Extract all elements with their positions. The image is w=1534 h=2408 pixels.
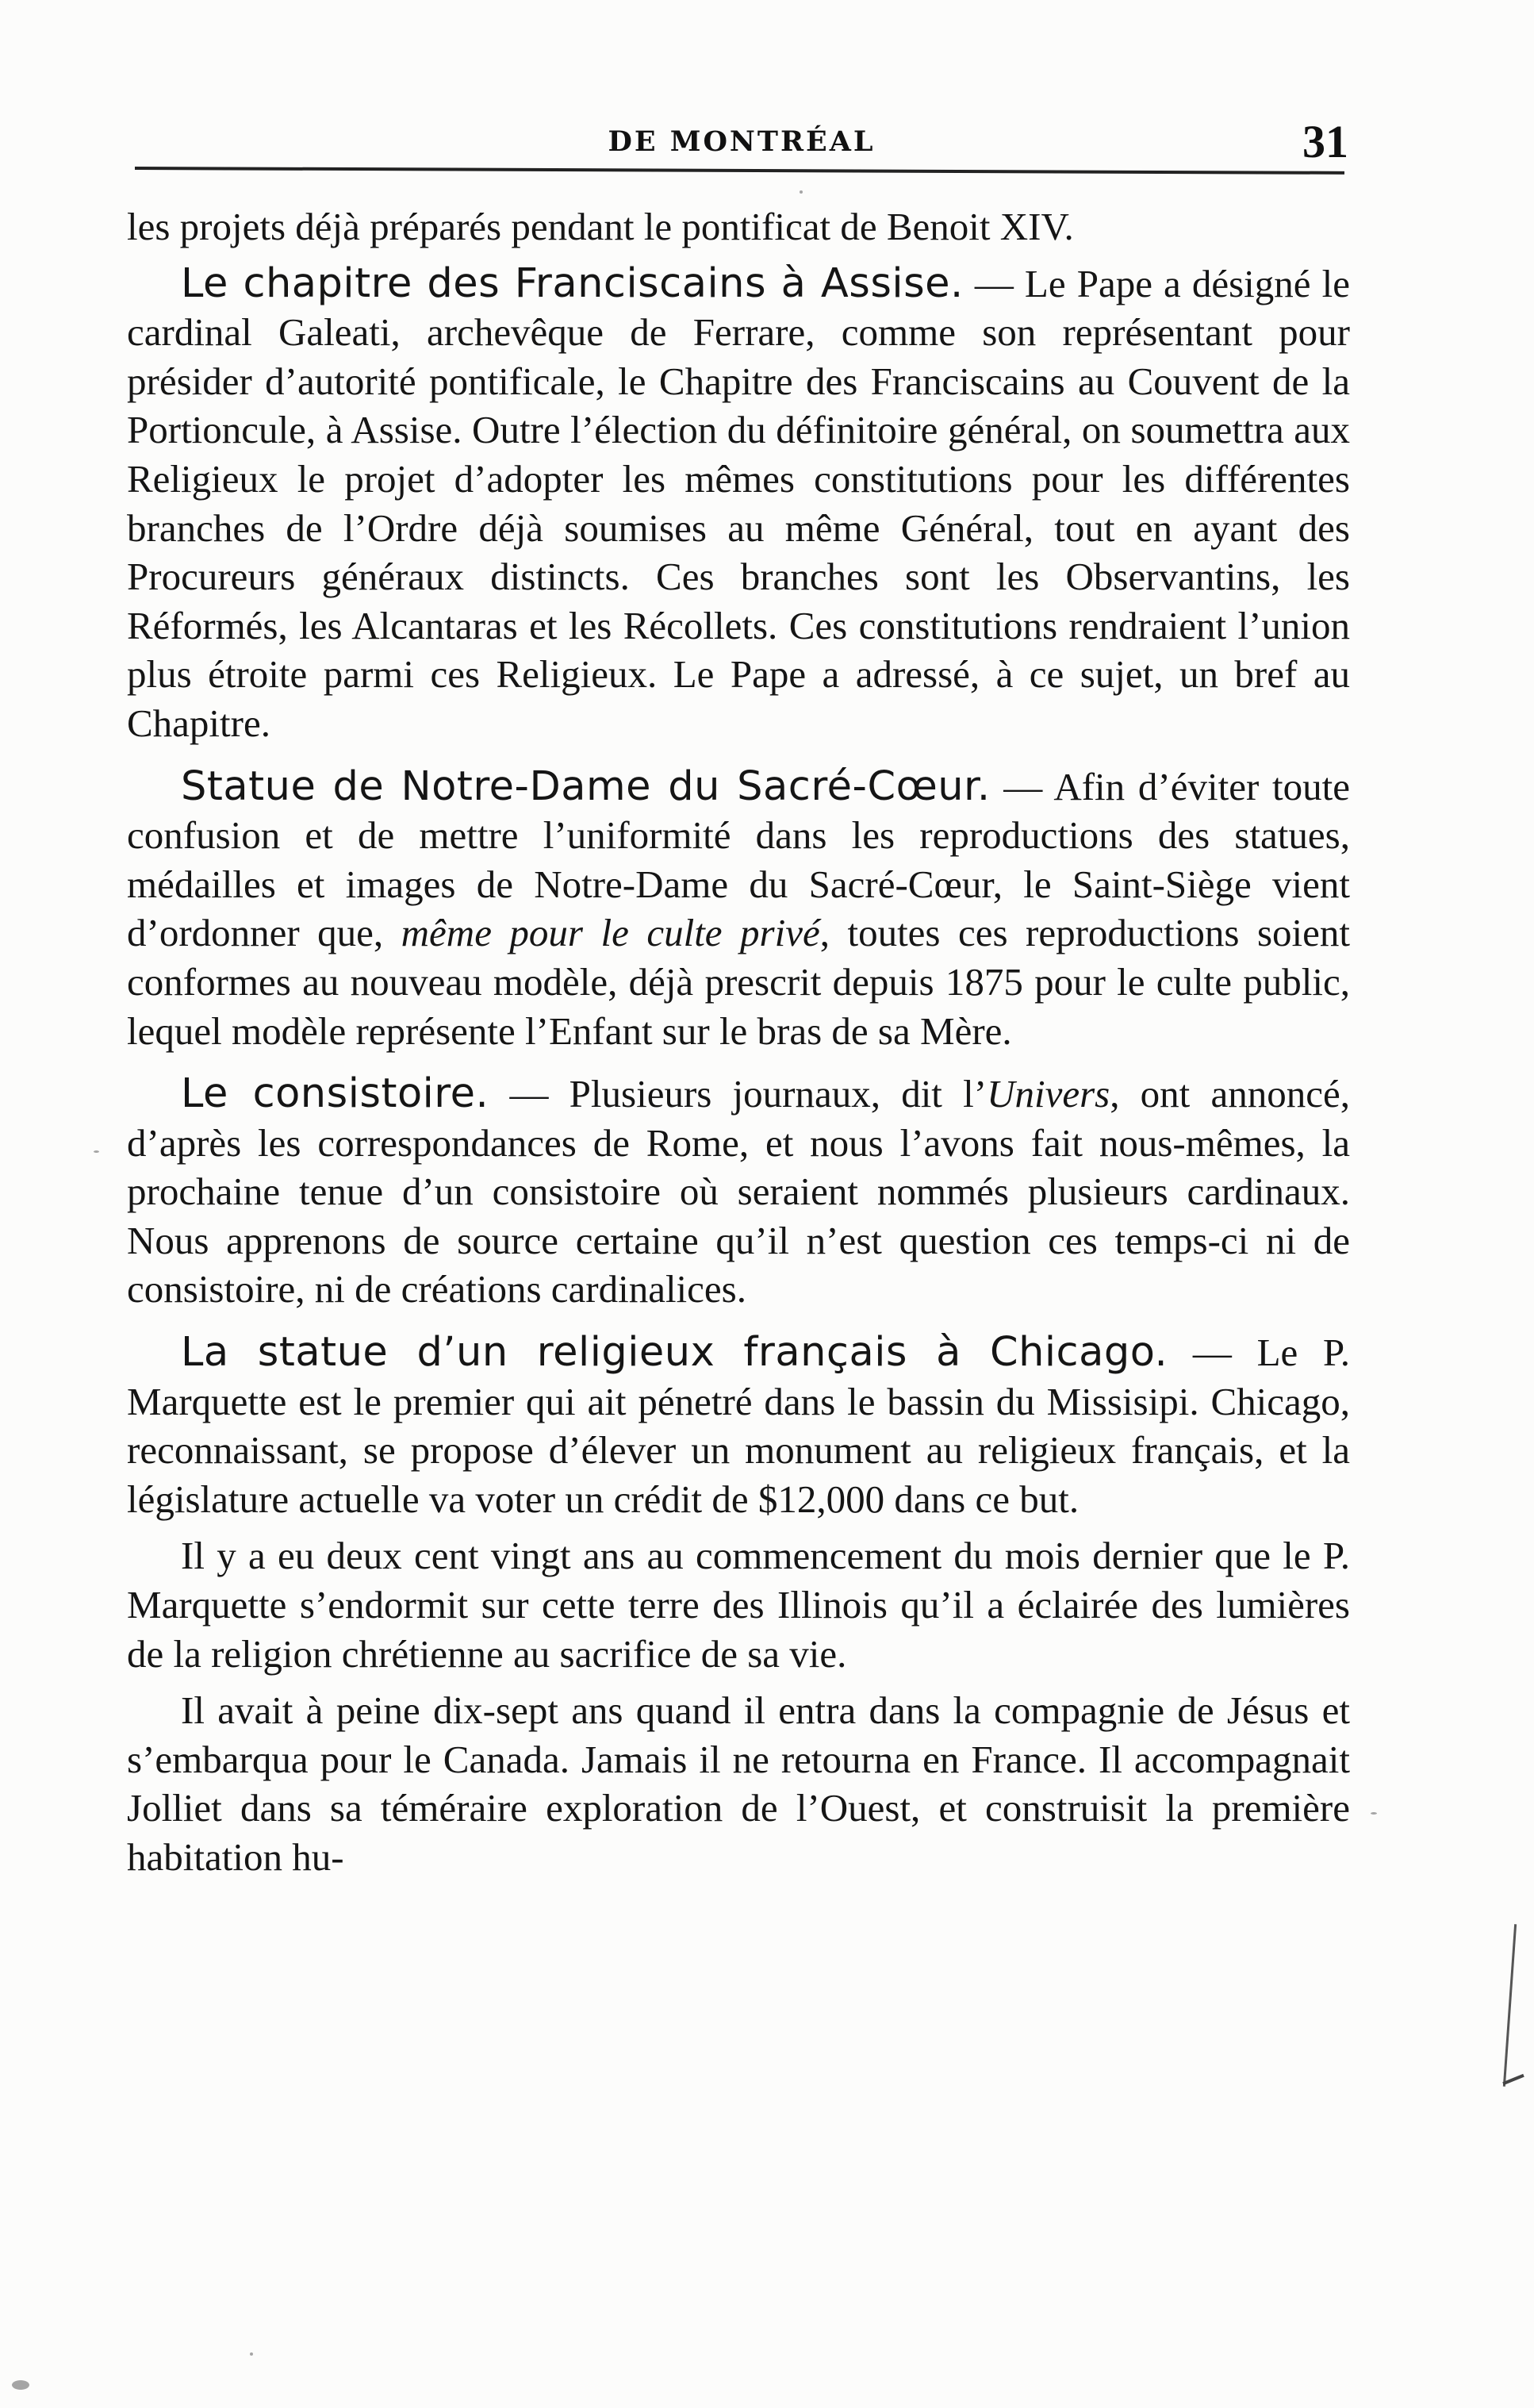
marquette-anniversary-paragraph <box>127 1531 1350 1678</box>
paragraph-heading: Le chapitre des Franciscains à Assise. <box>181 259 964 307</box>
paragraph-text: Il avait à peine dix-sept ans quand il entra dans la compagnie de Jésus et s’embarqua pour le Canada. Jamais il ne retourna en France. Il accompagnait Jolliet dans sa téméraire exploration de l’Ouest, et construisit la première habitation hu- <box>127 1688 1350 1879</box>
paragraph-text: — Afin d’éviter toute confusion et de mettre l’uniformité dans les reproductions des statues, médailles et images de Notre-Dame du Sacré-Cœur, le Saint-Siège vient d’ordonner que, <box>127 764 1351 955</box>
emphasis-text: Univers <box>987 1072 1110 1116</box>
running-title: DE MONTRÉAL <box>608 125 876 158</box>
margin-scratch-mark <box>1502 1924 1517 2091</box>
print-speck <box>250 2352 253 2356</box>
paragraph-heading: Statue de Notre-Dame du Sacré-Cœur. <box>181 762 991 810</box>
consistory-paragraph <box>127 1070 1350 1314</box>
paragraph-heading: La statue d’un religieux français à Chicago. <box>181 1329 1168 1377</box>
franciscans-paragraph <box>127 259 1350 748</box>
paragraph-text: Il y a eu deux cent vingt ans au commencement du mois dernier que le P. Marquette s’endormit sur cette terre des Illinois qu’il a éclairée des lumières de la religion chrétienne au sacrifice de sa vie. <box>127 1534 1350 1676</box>
marquette-biography-paragraph <box>127 1686 1350 1881</box>
sacred-heart-paragraph <box>127 762 1350 1056</box>
paragraph-text: — Plusieurs journaux, dit l’ <box>489 1072 988 1116</box>
page-number: 31 <box>1302 116 1348 167</box>
paragraph-text: — Le P. Marquette est le premier qui ait pénetré dans le bassin du Missisipi. Chicago, reconnaissant, se propose d’élever un monument au religieux français, et la législature actuelle va voter un crédit de $12,000 dans ce but. <box>127 1331 1351 1521</box>
print-speck <box>94 1150 99 1153</box>
print-speck <box>12 2380 29 2390</box>
page-body <box>127 202 1350 1882</box>
paragraph-text: les projets déjà préparés pendant le pontificat de Benoit XIV. <box>127 205 1074 248</box>
emphasis-text: même pour le culte privé <box>401 911 820 955</box>
print-speck <box>1371 1812 1377 1815</box>
running-header <box>135 116 1348 175</box>
paragraph-text: , ont annoncé, d’après les correspondances de Rome, et nous l’avons fait nous-mêmes, la prochaine tenue d’un consistoire où seraient nommés plusieurs cardinaux. Nous apprenons de source certaine qu’il n’est question ces temps-ci ni de consistoire, ni de créations cardinalices. <box>127 1072 1350 1312</box>
paragraph-text: — Le Pape a désigné le cardinal Galeati, archevêque de Ferrare, comme son représentant pour présider d’autorité pontificale, le Chapitre des Franciscains au Couvent de la Portioncule, à Assise. Outre l’élection du définitoire général, on soumettra aux Religieux le projet d’adopter les mêmes constitutions pour les différentes branches de l’Ordre déjà soumises au même Général, tout en ayant des Procureurs généraux distincts. Ces branches sont les Observantins, les Réformés, les Alcantaras et les Récollets. Ces constitutions rendraient l’union plus étroite parmi ces Religieux. Le Pape a adressé, à ce sujet, un bref au Chapitre. <box>127 261 1350 745</box>
chicago-statue-paragraph <box>127 1328 1350 1523</box>
paragraph-text: , toutes ces reproductions soient conformes au nouveau modèle, déjà prescrit depuis 1875 pour le culte public, lequel modèle représente l’Enfant sur le bras de sa Mère. <box>127 911 1350 1053</box>
print-speck <box>800 190 803 194</box>
continued-paragraph <box>127 202 1350 252</box>
paragraph-heading: Le consistoire. <box>181 1070 489 1118</box>
